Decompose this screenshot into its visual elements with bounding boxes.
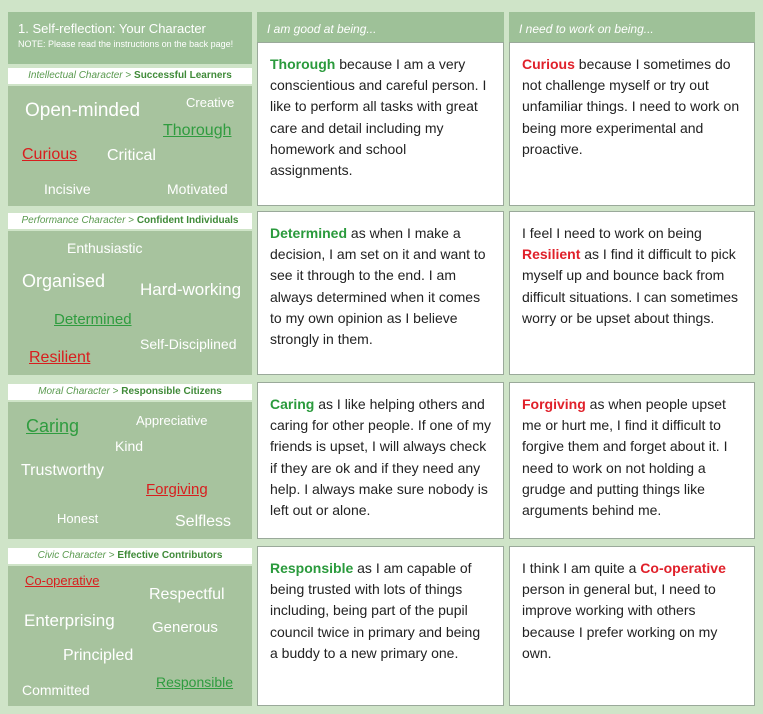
word-highlight-good: Thorough <box>163 122 232 139</box>
word-highlight-work: Curious <box>22 146 78 163</box>
word: Generous <box>152 619 218 636</box>
word: Selfless <box>175 513 232 530</box>
keyword-work: Resilient <box>522 246 581 263</box>
keyword-work: Co-operative <box>640 560 726 576</box>
keyword-work: Curious <box>522 56 575 72</box>
reflection-text: as I find it difficult to pick myself up and bounce back from difficult situations. I can sometimes worry or be upset about things. <box>522 246 739 326</box>
work-column-header: I need to work on being... <box>509 12 755 42</box>
heading-title: 1. Self-reflection: Your Character <box>18 21 206 36</box>
good-reflection-box <box>257 42 504 206</box>
word: Hard-working <box>140 280 242 299</box>
word: Organised <box>22 271 106 291</box>
word: Honest <box>57 511 99 526</box>
keyword-work: Forgiving <box>522 396 586 412</box>
work-reflection-box <box>509 382 755 539</box>
word: Incisive <box>44 181 91 197</box>
word: Respectful <box>149 586 225 603</box>
reflection-text: I think I am quite a <box>522 560 641 576</box>
good-reflection-box <box>257 382 504 539</box>
heading-note: NOTE: Please read the instructions on the back page! <box>18 39 234 49</box>
keyword-good: Thorough <box>270 56 336 72</box>
word: Open-minded <box>25 100 141 121</box>
work-reflection-box <box>509 211 755 375</box>
moral-label: Moral Character > Responsible Citizens <box>8 384 252 400</box>
word: Creative <box>186 95 235 110</box>
civic-word-cloud <box>8 566 252 706</box>
word-highlight-good: Determined <box>54 311 132 328</box>
word: Committed <box>22 682 90 698</box>
reflection-text: person in general but, I need to improve working with others because I prefer working on my own. <box>522 581 718 661</box>
word: Enthusiastic <box>67 240 143 256</box>
reflection-text: I feel I need to work on being <box>522 225 702 241</box>
keyword-good: Caring <box>270 396 315 412</box>
word: Self-Disciplined <box>140 336 237 352</box>
work-reflection-box <box>509 42 755 206</box>
reflection-text: because I sometimes do not challenge myself or try out unfamiliar things. I need to work on being more experimental and proactive. <box>522 56 740 157</box>
good-column-header: I am good at being... <box>257 12 504 42</box>
reflection-text: because I am a very conscientious and careful person. I like to perform all tasks with great care and detail including my homework and school assignments. <box>270 56 487 179</box>
keyword-good: Responsible <box>270 560 354 576</box>
word: Enterprising <box>24 611 115 630</box>
word-highlight-good: Responsible <box>156 674 234 690</box>
civic-label: Civic Character > Effective Contributors <box>8 548 252 564</box>
word: Motivated <box>167 181 228 197</box>
word: Trustworthy <box>21 462 104 479</box>
word-highlight-work: Forgiving <box>146 481 208 498</box>
word-highlight-work: Co-operative <box>25 573 100 588</box>
work-reflection-box <box>509 546 755 706</box>
section-heading <box>8 12 252 64</box>
intellectual-word-cloud <box>8 86 252 206</box>
reflection-text: as when I make a decision, I am set on it and want to see it through to the end. I am always determined when it comes to my own opinion as I believe strongly in them. <box>270 225 486 348</box>
reflection-text: as I like helping others and caring for other people. If one of my friends is upset, I will always check if they are ok and if they need any help. I always make sure nobody is left out or alone. <box>270 396 492 519</box>
moral-word-cloud <box>8 402 252 539</box>
intellectual-label: Intellectual Character > Successful Learners <box>8 68 252 84</box>
good-reflection-box <box>257 546 504 706</box>
performance-label: Performance Character > Confident Individuals <box>8 213 252 229</box>
keyword-good: Determined <box>270 225 348 241</box>
reflection-text: as when people upset me or hurt me, I find it difficult to forgive them and forget about it. I need to work on not holding a grudge and putting things like arguments behind me. <box>522 396 728 519</box>
good-reflection-box <box>257 211 504 375</box>
word-highlight-good: Caring <box>26 416 80 436</box>
word: Appreciative <box>136 413 208 428</box>
word: Kind <box>115 438 144 454</box>
word: Critical <box>107 147 156 164</box>
word-highlight-work: Resilient <box>29 349 91 366</box>
performance-word-cloud <box>8 231 252 375</box>
word: Principled <box>63 647 134 664</box>
reflection-text: as I am capable of being trusted with lots of things including, being part of the pupil council twice in primary and being a buddy to a new primary one. <box>270 560 481 661</box>
